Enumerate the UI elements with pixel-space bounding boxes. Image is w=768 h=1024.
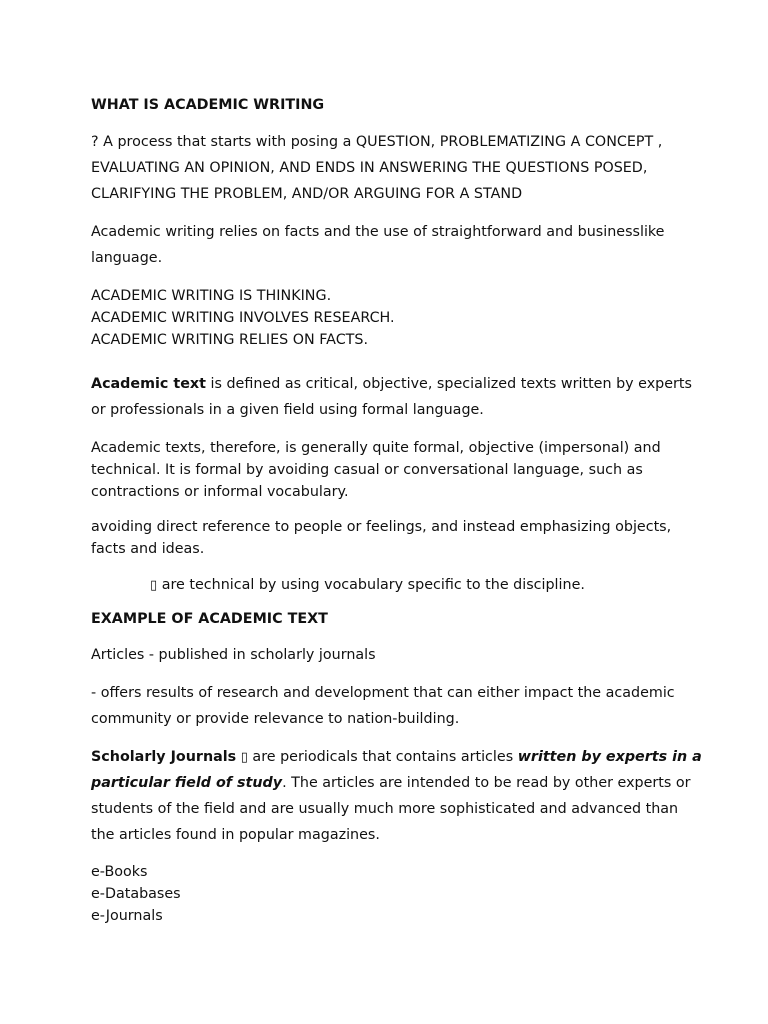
journals-paragraph-line: [91, 774, 691, 792]
list-item-edatabases: e-Databases: [91, 886, 181, 902]
avoid-paragraph-line: facts and ideas.: [91, 541, 205, 557]
formal-paragraph-line: Academic texts, therefore, is generally quite formal, objective (impersonal) and: [91, 440, 661, 456]
definition-line: CLARIFYING THE PROBLEM, AND/OR ARGUING FOR A STAND: [91, 186, 523, 202]
journals-paragraph-line: [91, 748, 702, 766]
statement-facts: ACADEMIC WRITING RELIES ON FACTS.: [91, 332, 369, 348]
formal-paragraph-line: technical. It is formal by avoiding casual or conversational language, such as: [91, 462, 643, 478]
academic-text-term: Academic text: [91, 376, 206, 392]
relies-paragraph-line: Academic writing relies on facts and the use of straightforward and businesslike: [91, 224, 665, 240]
journals-term: Scholarly Journals: [91, 749, 237, 765]
formal-paragraph-line: contractions or informal vocabulary.: [91, 484, 349, 500]
technical-bullet: [150, 576, 585, 594]
academic-text-definition: [91, 375, 692, 393]
definition-line: EVALUATING AN OPINION, AND ENDS IN ANSWERING THE QUESTIONS POSED,: [91, 160, 648, 176]
missing-glyph-icon: ▯: [150, 578, 158, 593]
journals-paragraph-line: the articles found in popular magazines.: [91, 827, 380, 843]
journals-line-rest: . The articles are intended to be read by other experts or: [282, 775, 691, 791]
technical-bullet-text: are technical by using vocabulary specific to the discipline.: [157, 577, 585, 593]
missing-glyph-icon: ▯: [240, 750, 248, 765]
journals-emphasis: written by experts in a: [517, 749, 702, 765]
example-heading: EXAMPLE OF ACADEMIC TEXT: [91, 611, 328, 627]
journals-mid-text: are periodicals that contains articles: [247, 749, 518, 765]
statement-research: ACADEMIC WRITING INVOLVES RESEARCH.: [91, 310, 395, 326]
document-title: WHAT IS ACADEMIC WRITING: [91, 97, 325, 113]
list-item-ebooks: e-Books: [91, 864, 148, 880]
articles-line: Articles - published in scholarly journals: [91, 647, 376, 663]
statement-thinking: ACADEMIC WRITING IS THINKING.: [91, 288, 332, 304]
offers-paragraph-line: - offers results of research and development that can either impact the academic: [91, 685, 675, 701]
journals-paragraph-line: students of the field and are usually much more sophisticated and advanced than: [91, 801, 679, 817]
relies-paragraph-line: language.: [91, 250, 163, 266]
offers-paragraph-line: community or provide relevance to nation-building.: [91, 711, 460, 727]
list-item-ejournals: e-Journals: [91, 908, 163, 924]
journals-emphasis: particular field of study: [91, 775, 283, 791]
academic-text-definition-line: or professionals in a given field using formal language.: [91, 402, 484, 418]
avoid-paragraph-line: avoiding direct reference to people or feelings, and instead emphasizing objects,: [91, 519, 672, 535]
definition-line: ? A process that starts with posing a QUESTION, PROBLEMATIZING A CONCEPT ,: [91, 134, 663, 150]
academic-text-definition-rest: is defined as critical, objective, specialized texts written by experts: [205, 376, 692, 392]
